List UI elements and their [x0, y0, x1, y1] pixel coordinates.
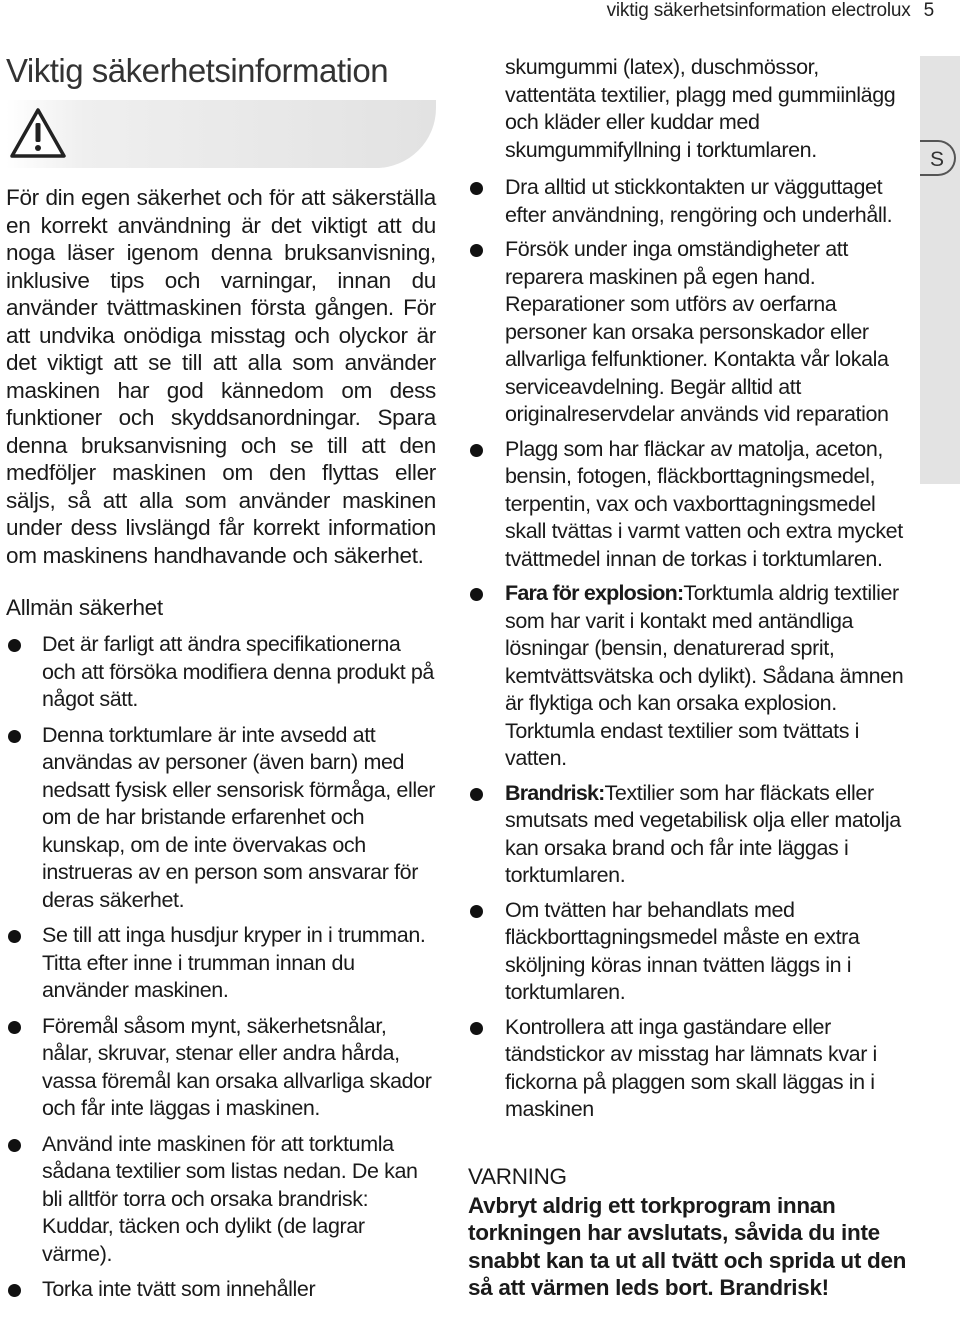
list-item [6, 722, 436, 915]
warning-triangle-icon [8, 106, 68, 160]
list-item [6, 922, 436, 1005]
safety-list-continued [468, 174, 910, 1124]
list-item-text: Använd inte maskinen för att torktumla sådana textilier som listas nedan. De kan bli alltför torra och orsaka brandrisk: Kuddar, täcken och dylikt (de lagrar värme). [42, 1131, 418, 1266]
page-title: Viktig säkerhetsinformation [6, 52, 389, 89]
list-item [6, 1131, 436, 1269]
list-item [6, 1276, 436, 1304]
list-item-text: Försök under inga omständigheter att reparera maskinen på egen hand. Reparationer som utförs av oerfarna personer kan orsaka personskador eller allvarliga felfunktioner. Kontakta vår lokala serviceavdelning. Begär alltid att originalreservdelar används vid reparation [505, 237, 889, 426]
list-item-text: Dra alltid ut stickkontakten ur vägguttaget efter användning, rengöring och underhåll. [505, 175, 893, 227]
bullet-dot-icon [8, 730, 21, 743]
bullet-dot-icon [470, 788, 483, 801]
right-column [468, 50, 910, 1302]
list-item [468, 897, 910, 1007]
list-item [468, 1014, 910, 1124]
list-item-text: Torka inte tvätt som innehåller [42, 1277, 316, 1301]
list-item [468, 580, 910, 773]
list-item [6, 1013, 436, 1123]
bullet-dot-icon [470, 244, 483, 257]
list-item [6, 631, 436, 714]
bullet-dot-icon [8, 639, 21, 652]
bullet-dot-icon [8, 1284, 21, 1297]
list-item-text: Plagg som har fläckar av matolja, aceton, bensin, fotogen, fläckborttagningsmedel, terpentin, vax och vaxborttagningsmedel skall tvättas i varmt vatten och extra mycket tvättmedel innan de torkas i torktumlaren. [505, 436, 903, 571]
bullet-dot-icon [470, 182, 483, 195]
language-tab-letter: S [920, 140, 956, 176]
section-heading-general-safety: Allmän säkerhet [6, 595, 163, 620]
bullet-dot-icon [8, 930, 21, 943]
bullet-dot-icon [8, 1021, 21, 1034]
language-side-tab [920, 56, 960, 484]
bullet-dot-icon [8, 1139, 21, 1152]
warning-heading: VARNING [468, 1163, 567, 1189]
bullet-dot-icon [470, 905, 483, 918]
list-item-lead: Fara för explosion: [505, 581, 684, 605]
warning-banner-band [6, 100, 436, 168]
general-safety-list [6, 631, 436, 1304]
list-item-text: Textilier som har fläckats eller smutsats med vegetabilisk olja eller matolja kan orsaka brand och får inte läggas i torktumlaren. [505, 780, 901, 887]
warning-text: Avbryt aldrig ett torkprogram innan torkningen har avslutats, såvida du inte snabbt kan ta ut all tvätt och sprida ut den så att värmen leds bort. Brandrisk! [468, 1192, 907, 1300]
list-item-text: Torktumla aldrig textilier som har varit i kontakt med antändliga lösningar (bensin, denaturerad sprit, kemtvättsvätska och dylikt). Sådana ämnen är flyktiga och kan orsaka explosion. Torktumla endast textilier som tvättats i vatten. [505, 581, 904, 770]
left-column [6, 50, 436, 1312]
bullet-dot-icon [470, 1022, 483, 1035]
list-item-text: Föremål såsom mynt, säkerhetsnålar, nålar, skruvar, stenar eller andra hårda, vassa föremål kan orsaka allvarliga skador och får inte läggas i maskinen. [42, 1013, 432, 1120]
list-item-text: Denna torktumlare är inte avsedd att användas av personer (även barn) med nedsatt fysisk eller sensorisk förmåga, eller om de har bristande erfarenhet och kunskap, om de inte övervakas och instrueras av en person som ansvarar för deras säkerhet. [42, 722, 436, 912]
list-item-text: Det är farligt att ändra specifikationerna och att försöka modifiera denna produkt på något sätt. [42, 632, 434, 711]
list-item-text: Om tvätten har behandlats med fläckborttagningsmedel måste en extra sköljning köras innan tvätten läggs in i torktumlaren. [505, 897, 860, 1004]
list-item-text: Kontrollera att inga gaständare eller tändstickor av misstag har lämnats kvar i fickorna på plaggen som skall läggas in i maskinen [505, 1014, 877, 1121]
brand-name: electrolux [831, 0, 911, 21]
list-item [468, 436, 910, 574]
list-item [468, 236, 910, 429]
list-item-text: Se till att inga husdjur kryper in i trumman. Titta efter inne i trumman innan du använder maskinen. [42, 923, 426, 1002]
list-item [468, 174, 910, 229]
list-item-lead: Brandrisk: [505, 780, 605, 805]
warning-banner [6, 100, 436, 168]
bullet-dot-icon [470, 588, 483, 601]
page-number: 5 [923, 0, 934, 21]
continued-list-text: skumgummi (latex), duschmössor, vattentäta textilier, plagg med gummiinlägg och kläder eller kuddar med skumgummifyllning i torktumlaren. [505, 55, 896, 162]
list-item [468, 780, 910, 890]
running-title: viktig säkerhetsinformation [606, 0, 827, 21]
intro-paragraph: För din egen säkerhet och för att säkerställa en korrekt användning är det viktigt att du noga läser igenom denna bruksanvisning, inklusive tips och varningar, innan du använder tvättmaskinen första gången. För att undvika onödiga misstag och olyckor är det viktigt att se till att alla som använder maskinen har god kännedom om dess funktioner och skyddsanordningar. Spara denna bruksanvisning och se till att den medföljer maskinen om den flyttas eller säljs, så att alla som använder maskinen under dess livslängd får korrekt information om maskinens handhavande och säkerhet. [6, 185, 436, 568]
bullet-dot-icon [470, 444, 483, 457]
running-header [607, 0, 934, 22]
